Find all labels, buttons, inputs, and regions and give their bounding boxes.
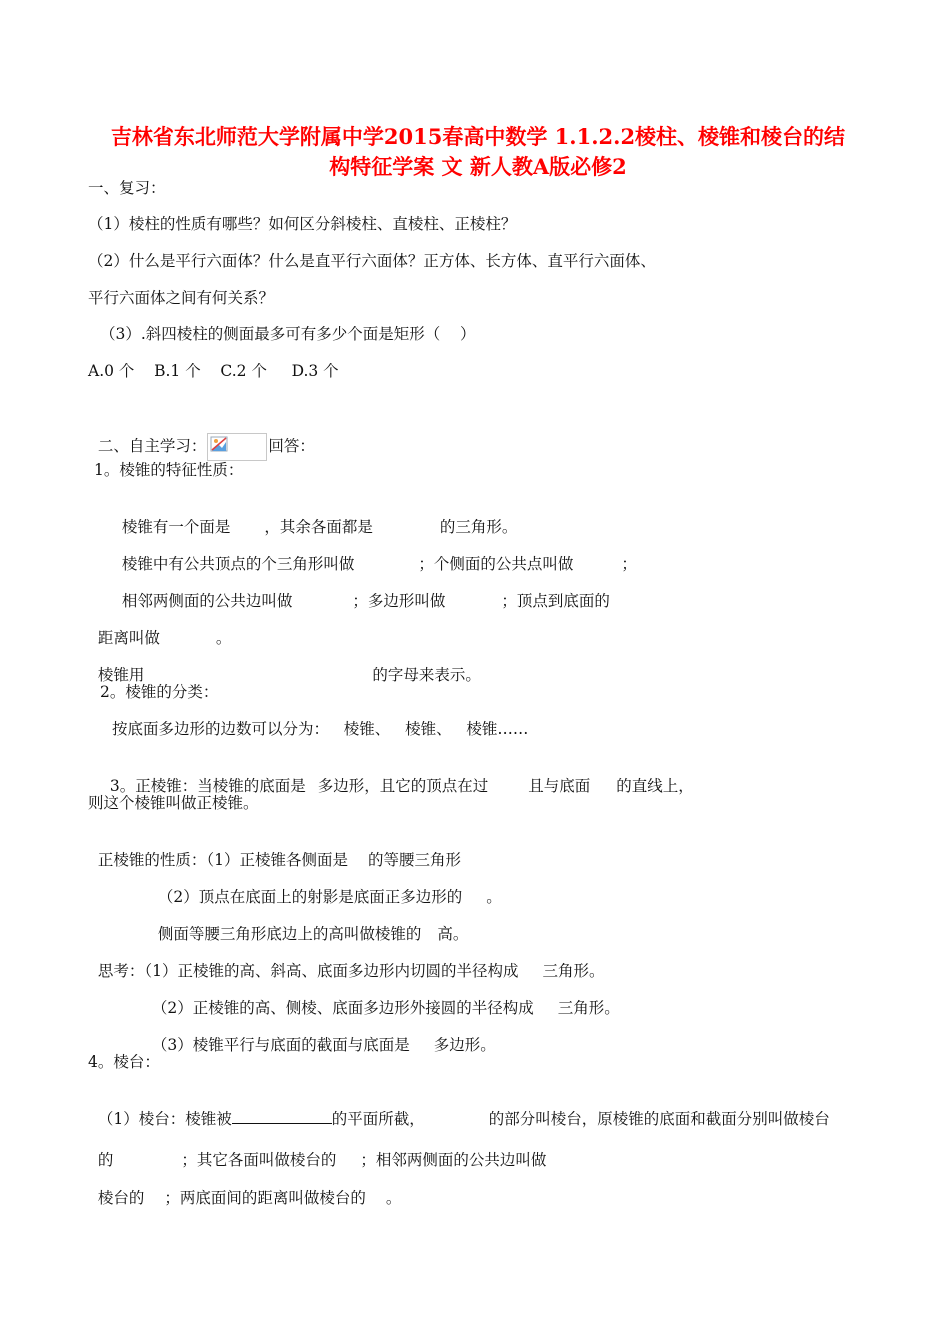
- s1-line-4-a: 距离叫做: [97, 629, 160, 647]
- s1-line-4: [88, 608, 231, 648]
- s1-line-1-c: 的三角形。: [439, 518, 518, 536]
- s1-line-5-a: 棱锥用: [97, 666, 145, 684]
- s3-line-1-b: 多边形，且它的顶点在过: [317, 777, 489, 795]
- s4-line-3-b: ；两底面间的距离叫做棱台的: [164, 1189, 366, 1207]
- s4-line-2: [88, 1130, 546, 1170]
- s4-line-1-b: 的平面所截，: [331, 1110, 425, 1128]
- s4-line-2-a: 的: [97, 1151, 114, 1169]
- s1-line-3-a: 相邻两侧面的公共边叫做: [121, 592, 293, 610]
- s3-property-3-a: 侧面等腰三角形底边上的高叫做棱锥的: [157, 925, 422, 943]
- s1-line-1-a: 棱锥有一个面是: [121, 518, 231, 536]
- s1-line-2-a: 棱锥中有公共顶点的个三角形叫做: [121, 555, 355, 573]
- review-question-3: （3）.斜四棱柱的侧面最多可有多少个面是矩形（ ）: [100, 325, 476, 343]
- title-line-1: 吉林省东北师范大学附属中学2015春高中数学 1.1.2.2棱柱、棱锥和棱台的结: [110, 124, 846, 149]
- s3-line-1-a: 3。正棱锥：当棱锥的底面是: [109, 777, 306, 795]
- s3-think-3-a: （3）棱锥平行与底面的截面与底面是: [151, 1036, 410, 1054]
- s3-think-2: [142, 978, 620, 1018]
- s4-line-2-c: ；相邻两侧面的公共边叫做: [360, 1151, 547, 1169]
- s3-property-2-b: 。: [486, 888, 502, 906]
- self-study-label: 二、自主学习：: [97, 437, 207, 455]
- section-4-heading: 4。棱台：: [88, 1053, 160, 1071]
- s3-property-1-b: 的等腰三角形: [367, 851, 461, 869]
- s3-think-3-b: 多边形。: [433, 1036, 496, 1054]
- s3-think-2-a: （2）正棱锥的高、侧棱、底面多边形外接圆的半径构成: [151, 999, 534, 1017]
- s1-line-3-c: ；顶点到底面的: [501, 592, 610, 610]
- review-heading: 一、复习：: [88, 179, 166, 197]
- self-study-heading: [88, 404, 315, 461]
- s3-line-2: 则这个棱锥叫做正棱锥。: [88, 794, 259, 812]
- review-question-2b: 平行六面体之间有何关系？: [88, 289, 275, 307]
- s3-property-2: [148, 867, 502, 907]
- s3-property-3-b: 高。: [437, 925, 469, 943]
- review-options: A.0 个 B.1 个 C.2 个 D.3 个: [88, 362, 339, 380]
- s4-line-1-c: 的部分叫棱台，原棱锥的底面和截面分别叫做棱台: [488, 1110, 830, 1128]
- s3-property-2-a: （2）顶点在底面上的射影是底面正多边形的: [157, 888, 463, 906]
- s1-line-3: [112, 571, 610, 611]
- s3-property-3: [148, 904, 468, 944]
- s1-line-3-b: ；多边形叫做: [352, 592, 446, 610]
- s3-think-1-b: 三角形。: [542, 962, 605, 980]
- s4-line-3-c: 。: [385, 1189, 402, 1207]
- review-question-2a: （2）什么是平行六面体？什么是直平行六面体？正方体、长方体、直平行六面体、: [88, 252, 656, 270]
- s3-property-1: [88, 830, 461, 870]
- s4-line-1-a: （1）棱台：棱锥被: [97, 1110, 232, 1128]
- s3-think-1-a: 思考：（1）正棱锥的高、斜高、底面多边形内切圆的半径构成: [97, 962, 519, 980]
- s1-line-2-c: ；: [621, 555, 637, 573]
- s3-think-2-b: 三角形。: [557, 999, 620, 1017]
- s1-line-1: [112, 497, 517, 537]
- broken-image-icon: [207, 433, 267, 461]
- s1-line-5-b: 的字母来表示。: [372, 666, 481, 684]
- s4-line-3-a: 棱台的: [97, 1189, 145, 1207]
- self-study-answer-label: 回答：: [268, 437, 315, 455]
- s1-line-5: [88, 645, 481, 685]
- s2-line-1: 按底面多边形的边数可以分为： 棱锥、 棱锥、 棱锥……: [112, 720, 529, 738]
- s1-line-2: [112, 534, 637, 574]
- s3-line-1-d: 的直线上，: [616, 777, 694, 795]
- s4-line-1: [88, 1089, 830, 1129]
- review-question-1: （1）棱柱的性质有哪些？如何区分斜棱柱、直棱柱、正棱柱？: [88, 215, 517, 233]
- title-line-2: 构特征学案 文 新人教A版必修2: [329, 154, 627, 179]
- s3-line-1-c: 且与底面: [528, 777, 591, 795]
- s1-line-4-b: 。: [215, 629, 232, 647]
- s3-property-1-a: 正棱锥的性质：（1）正棱锥各侧面是: [97, 851, 348, 869]
- s4-line-2-b: ；其它各面叫做棱台的: [181, 1151, 337, 1169]
- s3-line-1: [100, 756, 694, 796]
- section-1-heading: 1。棱锥的特征性质：: [94, 461, 244, 479]
- section-2-heading: 2。棱锥的分类：: [100, 683, 219, 701]
- s1-line-2-b: ；个侧面的公共点叫做: [418, 555, 574, 573]
- s1-line-1-b: ，其余各面都是: [264, 518, 373, 536]
- s3-think-1: [88, 941, 605, 981]
- s3-think-3: [142, 1015, 496, 1055]
- fill-in-blank-underline: [232, 1109, 332, 1124]
- document-title: [88, 122, 868, 182]
- s4-line-3: [88, 1168, 401, 1208]
